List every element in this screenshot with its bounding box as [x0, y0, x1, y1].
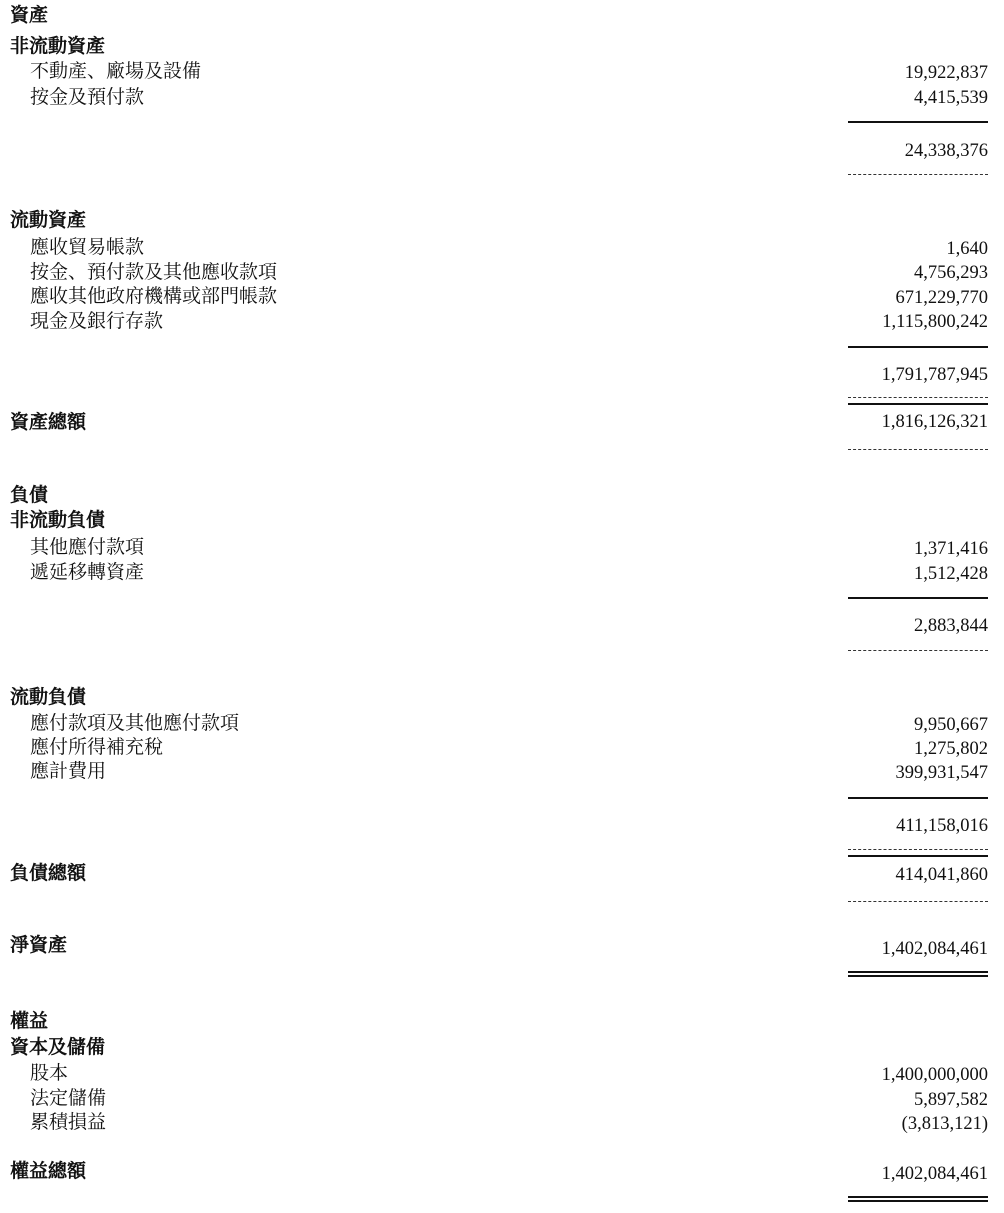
line-item-value: 19,922,837 [904, 63, 988, 83]
total-assets-label: 資產總額 [10, 411, 87, 433]
line-item-label: 股本 [30, 1062, 69, 1084]
line-item-label: 應計費用 [30, 760, 107, 782]
subtotal-value: 411,158,016 [896, 816, 988, 836]
line-item-value: 4,415,539 [914, 88, 988, 108]
rule-dashed [848, 901, 988, 902]
rule-double [848, 1196, 988, 1202]
rule-solid [848, 597, 988, 599]
total-equity-label: 權益總額 [10, 1160, 87, 1182]
equity-heading: 權益 [10, 1010, 49, 1032]
rule-dashed [848, 650, 988, 651]
total-equity-value: 1,402,084,461 [881, 1164, 988, 1184]
current-liabilities-heading: 流動負債 [10, 686, 87, 708]
rule-solid [848, 403, 988, 405]
net-assets-value: 1,402,084,461 [881, 939, 988, 959]
subtotal-value: 1,791,787,945 [881, 365, 988, 385]
non-current-assets-heading: 非流動資產 [10, 35, 106, 57]
rule-dashed [848, 397, 988, 398]
rule-dashed [848, 849, 988, 850]
line-item-label: 按金、預付款及其他應收款項 [30, 261, 278, 283]
line-item-label: 應付款項及其他應付款項 [30, 712, 240, 734]
net-assets-label: 淨資產 [10, 934, 68, 956]
current-assets-heading: 流動資產 [10, 209, 87, 231]
line-item-value: 1,512,428 [914, 564, 988, 584]
line-item-value: 1,115,800,242 [882, 312, 988, 332]
line-item-value: 5,897,582 [914, 1090, 988, 1110]
line-item-value: 671,229,770 [895, 288, 988, 308]
subtotal-value: 2,883,844 [914, 616, 988, 636]
line-item-value: 1,640 [946, 239, 988, 259]
line-item-label: 應收貿易帳款 [30, 236, 145, 258]
non-current-liabilities-heading: 非流動負債 [10, 509, 106, 531]
line-item-label: 法定儲備 [30, 1087, 107, 1109]
rule-double [848, 971, 988, 977]
line-item-value: 4,756,293 [914, 263, 988, 283]
line-item-label: 應付所得補充稅 [30, 736, 164, 758]
capital-reserves-heading: 資本及儲備 [10, 1036, 106, 1058]
line-item-value: 1,400,000,000 [881, 1065, 988, 1085]
line-item-label: 按金及預付款 [30, 86, 145, 108]
line-item-label: 累積損益 [30, 1111, 107, 1133]
total-assets-value: 1,816,126,321 [881, 412, 988, 432]
line-item-label: 其他應付款項 [30, 536, 145, 558]
total-liabilities-value: 414,041,860 [895, 865, 988, 885]
line-item-value: 1,275,802 [914, 739, 988, 759]
rule-solid [848, 797, 988, 799]
line-item-value: 9,950,667 [914, 715, 988, 735]
line-item-label: 應收其他政府機構或部門帳款 [30, 285, 278, 307]
total-liabilities-label: 負債總額 [10, 862, 87, 884]
liabilities-heading: 負債 [10, 484, 49, 506]
subtotal-value: 24,338,376 [904, 141, 988, 161]
line-item-label: 現金及銀行存款 [30, 310, 164, 332]
line-item-label: 不動產、廠場及設備 [30, 60, 202, 82]
line-item-label: 遞延移轉資產 [30, 561, 145, 583]
rule-solid [848, 121, 988, 123]
rule-dashed [848, 174, 988, 175]
rule-solid [848, 346, 988, 348]
assets-heading: 資產 [10, 4, 49, 26]
rule-dashed [848, 449, 988, 450]
line-item-value: 1,371,416 [914, 539, 988, 559]
line-item-value: 399,931,547 [895, 763, 988, 783]
rule-solid [848, 855, 988, 857]
line-item-value: (3,813,121) [901, 1114, 988, 1134]
